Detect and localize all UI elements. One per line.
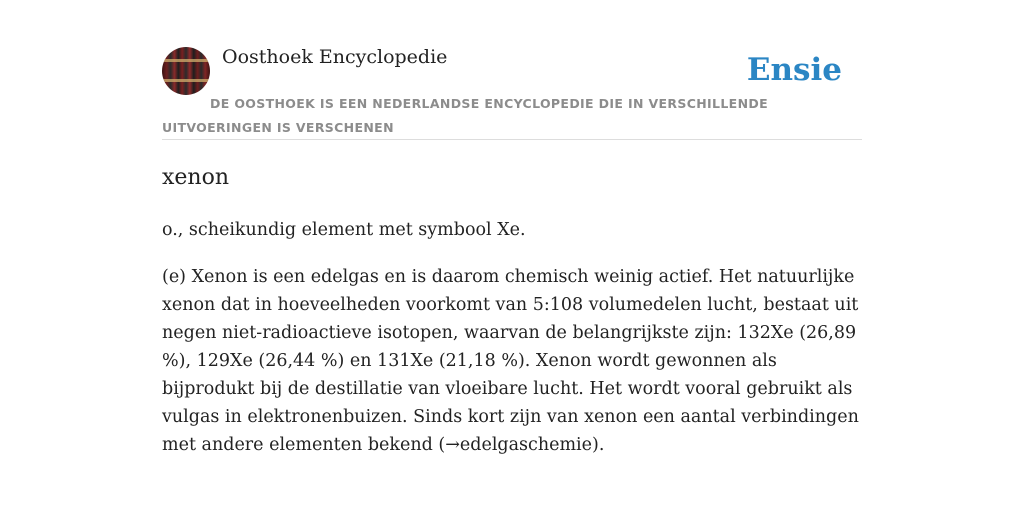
header-divider bbox=[162, 139, 862, 140]
entry-content bbox=[162, 162, 862, 459]
avatar-book-band bbox=[162, 79, 210, 82]
site-tagline: DE OOSTHOEK IS EEN NEDERLANDSE ENCYCLOPEDIE DIE IN VERSCHILLENDE UITVOERINGEN IS VERSCHENEN bbox=[162, 96, 768, 135]
long-definition-end: ). bbox=[592, 435, 605, 455]
ensie-logo-link[interactable]: Ensie bbox=[746, 52, 842, 88]
avatar-book-band bbox=[162, 59, 210, 62]
long-definition bbox=[162, 263, 862, 459]
encyclopedia-avatar[interactable] bbox=[162, 47, 210, 95]
site-title-link[interactable]: Oosthoek Encyclopedie bbox=[222, 46, 448, 68]
cross-reference-link[interactable]: →edelgaschemie bbox=[445, 435, 593, 455]
long-definition-text: (e) Xenon is een edelgas en is daarom chemisch weinig actief. Het natuurlijke xenon dat in hoeveelheden voorkomt van 5:108 volumedelen lucht, bestaat uit negen niet-radioactieve isotopen, waarvan de belangrijkste zijn: 132Xe (26,89 %), 129Xe (26,44 %) en 131Xe (21,18 %). Xenon wordt gewonnen als bijprodukt bij de destillatie van vloeibare lucht. Het wordt vooral gebruikt als vulgas in elektronenbuizen. Sinds kort zijn van xenon een aantal verbindingen met andere elementen bekend ( bbox=[162, 267, 859, 455]
entry-term: xenon bbox=[162, 165, 230, 190]
short-definition: o., scheikundig element met symbool Xe. bbox=[162, 220, 526, 240]
